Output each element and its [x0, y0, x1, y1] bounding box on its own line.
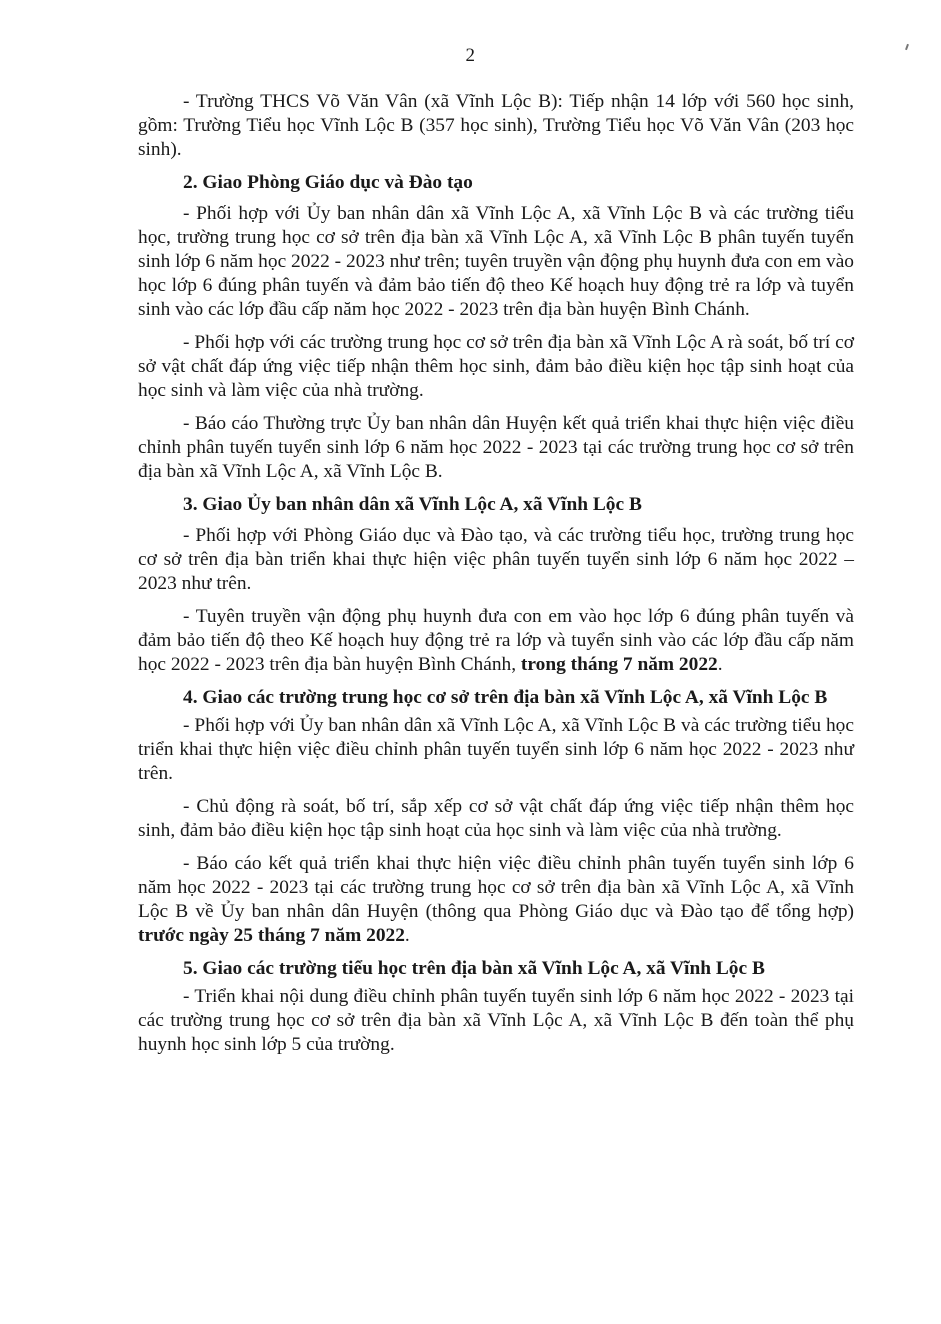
- paragraph-item: - Phối hợp với Ủy ban nhân dân xã Vĩnh Lộc A, xã Vĩnh Lộc B và các trường tiểu học triển khai thực hiện việc điều chỉnh phân tuyến tuyển sinh lớp 6 năm học 2022 - 2023 như trên.: [138, 715, 854, 784]
- paragraph-item: - Triển khai nội dung điều chỉnh phân tuyến tuyển sinh lớp 6 năm học 2022 - 2023 tại các trường trung học cơ sở trên địa bàn xã Vĩnh Lộc A, xã Vĩnh Lộc B đến toàn thể phụ huynh học sinh lớp 5 của trường.: [138, 986, 854, 1055]
- paragraph-item: - Phối hợp với Ủy ban nhân dân xã Vĩnh Lộc A, xã Vĩnh Lộc B và các trường tiểu học, trường trung học cơ sở trên địa bàn xã Vĩnh Lộc A, xã Vĩnh Lộc B phân tuyến tuyển sinh lớp 6 năm học 2022 - 2023 như trên; tuyên truyền vận động phụ huynh đưa con em vào học lớp 6 đúng phân tuyến và đảm bảo tiến độ theo Kế hoạch huy động trẻ ra lớp và tuyển sinh vào các lớp đầu cấp năm học 2022 - 2023 trên địa bàn huyện Bình Chánh.: [138, 203, 854, 320]
- section-heading: 4. Giao các trường trung học cơ sở trên địa bàn xã Vĩnh Lộc A, xã Vĩnh Lộc B: [183, 687, 828, 708]
- section-heading: 2. Giao Phòng Giáo dục và Đào tạo: [183, 172, 473, 193]
- section-heading: 5. Giao các trường tiểu học trên địa bàn xã Vĩnh Lộc A, xã Vĩnh Lộc B: [183, 958, 765, 979]
- paragraph-item: - Trường THCS Võ Văn Vân (xã Vĩnh Lộc B): Tiếp nhận 14 lớp với 560 học sinh, gồm: Trường Tiểu học Vĩnh Lộc B (357 học sinh), Trường Tiểu học Võ Văn Vân (203 học sinh).: [138, 91, 854, 160]
- paragraph-item: - Phối hợp với Phòng Giáo dục và Đào tạo, và các trường tiểu học, trường trung học cơ sở trên địa bàn triển khai thực hiện việc phân tuyến tuyển sinh lớp 6 năm học 2022 – 2023 như trên.: [138, 525, 854, 594]
- paragraph-item: - Chủ động rà soát, bố trí, sắp xếp cơ sở vật chất đáp ứng việc tiếp nhận thêm học sinh, đảm bảo điều kiện học tập sinh hoạt của học sinh và làm việc của nhà trường.: [138, 796, 854, 841]
- paragraph-item: - Tuyên truyền vận động phụ huynh đưa con em vào học lớp 6 đúng phân tuyến và đảm bảo tiến độ theo Kế hoạch huy động trẻ ra lớp và tuyển sinh vào các lớp đầu cấp năm học 2022 - 2023 trên địa bàn huyện Bình Chánh, trong tháng 7 năm 2022.: [138, 606, 854, 675]
- section-heading: 3. Giao Ủy ban nhân dân xã Vĩnh Lộc A, xã Vĩnh Lộc B: [183, 494, 642, 515]
- paragraph-item: - Báo cáo Thường trực Ủy ban nhân dân Huyện kết quả triển khai thực hiện việc điều chỉnh phân tuyến tuyển sinh lớp 6 năm học 2022 - 2023 tại các trường trung học cơ sở trên địa bàn xã Vĩnh Lộc A, xã Vĩnh Lộc B.: [138, 413, 854, 482]
- paragraph-item: - Phối hợp với các trường trung học cơ sở trên địa bàn xã Vĩnh Lộc A rà soát, bố trí cơ sở vật chất đáp ứng việc tiếp nhận thêm học sinh, đảm bảo điều kiện học tập sinh hoạt của học sinh và làm việc của nhà trường.: [138, 332, 854, 401]
- document-body: [138, 90, 854, 1066]
- deadline-emphasis: trong tháng 7 năm 2022: [520, 654, 718, 675]
- page-number: 2: [465, 45, 476, 66]
- paragraph-item: - Báo cáo kết quả triển khai thực hiện việc điều chỉnh phân tuyến tuyển sinh lớp 6 năm học 2022 - 2023 tại các trường trung học cơ sở trên địa bàn xã Vĩnh Lộc A, xã Vĩnh Lộc B về Ủy ban nhân dân Huyện (thông qua Phòng Giáo dục và Đào tạo để tổng hợp) trước ngày 25 tháng 7 năm 2022.: [138, 853, 854, 946]
- deadline-emphasis: trước ngày 25 tháng 7 năm 2022: [138, 925, 405, 946]
